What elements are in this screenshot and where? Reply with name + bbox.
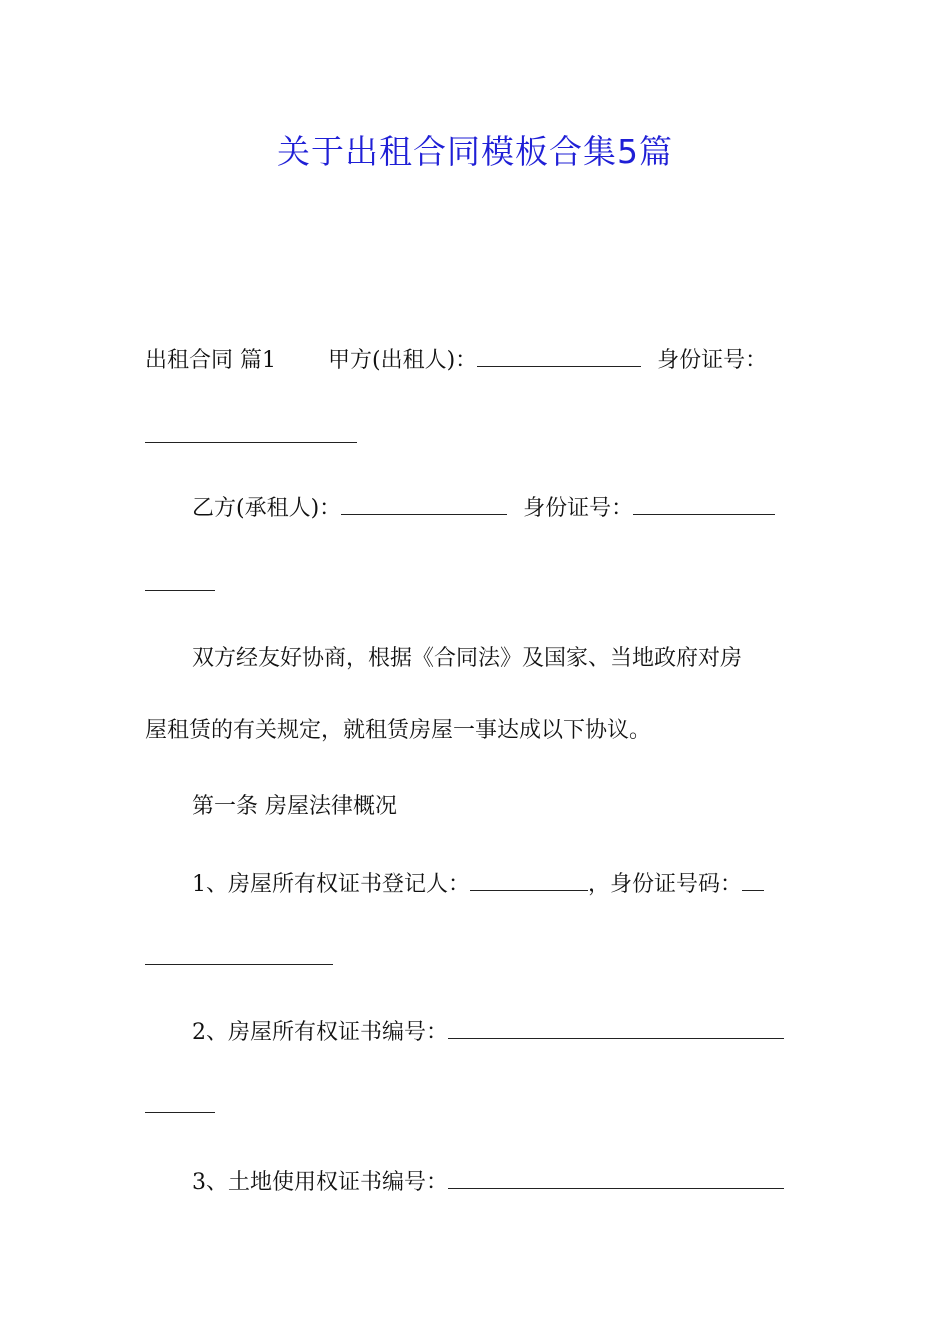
- land-certificate-blank[interactable]: [448, 1166, 784, 1189]
- paragraph-line-2: 屋租赁的有关规定，就租赁房屋一事达成以下协议。: [145, 718, 652, 743]
- party-b-id-blank-cont[interactable]: [145, 568, 215, 591]
- party-b-label: 乙方(承租人)：: [192, 496, 342, 521]
- item-2-line: [192, 1016, 784, 1048]
- article-1-heading: 第一条 房屋法律概况: [192, 794, 397, 819]
- party-a-name-blank[interactable]: [477, 344, 641, 367]
- contract-heading: 出租合同 篇1: [145, 348, 276, 373]
- owner-id-blank[interactable]: [742, 868, 764, 891]
- paragraph-line-1: 双方经友好协商，根据《合同法》及国家、当地政府对房: [192, 646, 743, 671]
- party-b-name-blank[interactable]: [341, 492, 507, 515]
- item-2-continuation: [145, 1090, 215, 1122]
- party-a-line: [145, 344, 767, 376]
- party-a-id-continuation: [145, 420, 357, 452]
- party-a-label: 甲方(出租人)：: [328, 348, 478, 373]
- item-1-label: 1、房屋所有权证书登记人：: [192, 872, 470, 897]
- certificate-number-blank-cont[interactable]: [145, 1090, 215, 1113]
- item-3-label: 3、土地使用权证书编号：: [192, 1170, 448, 1195]
- party-b-id-blank[interactable]: [633, 492, 775, 515]
- item-2-label: 2、房屋所有权证书编号：: [192, 1020, 448, 1045]
- owner-name-blank[interactable]: [470, 868, 588, 891]
- item-3-line: [192, 1166, 784, 1198]
- owner-id-blank-cont[interactable]: [145, 942, 333, 965]
- item-1-line: [192, 868, 764, 900]
- party-a-id-blank[interactable]: [145, 420, 357, 443]
- certificate-number-blank[interactable]: [448, 1016, 784, 1039]
- document-title: 关于出租合同模板合集5篇: [277, 132, 673, 171]
- party-b-id-label: 身份证号：: [523, 496, 634, 521]
- item-1-id-label: ，身份证号码：: [588, 872, 743, 897]
- party-b-id-continuation: [145, 568, 215, 600]
- item-1-continuation: [145, 942, 333, 974]
- party-b-line: [192, 492, 775, 524]
- party-a-id-label: 身份证号：: [657, 348, 768, 373]
